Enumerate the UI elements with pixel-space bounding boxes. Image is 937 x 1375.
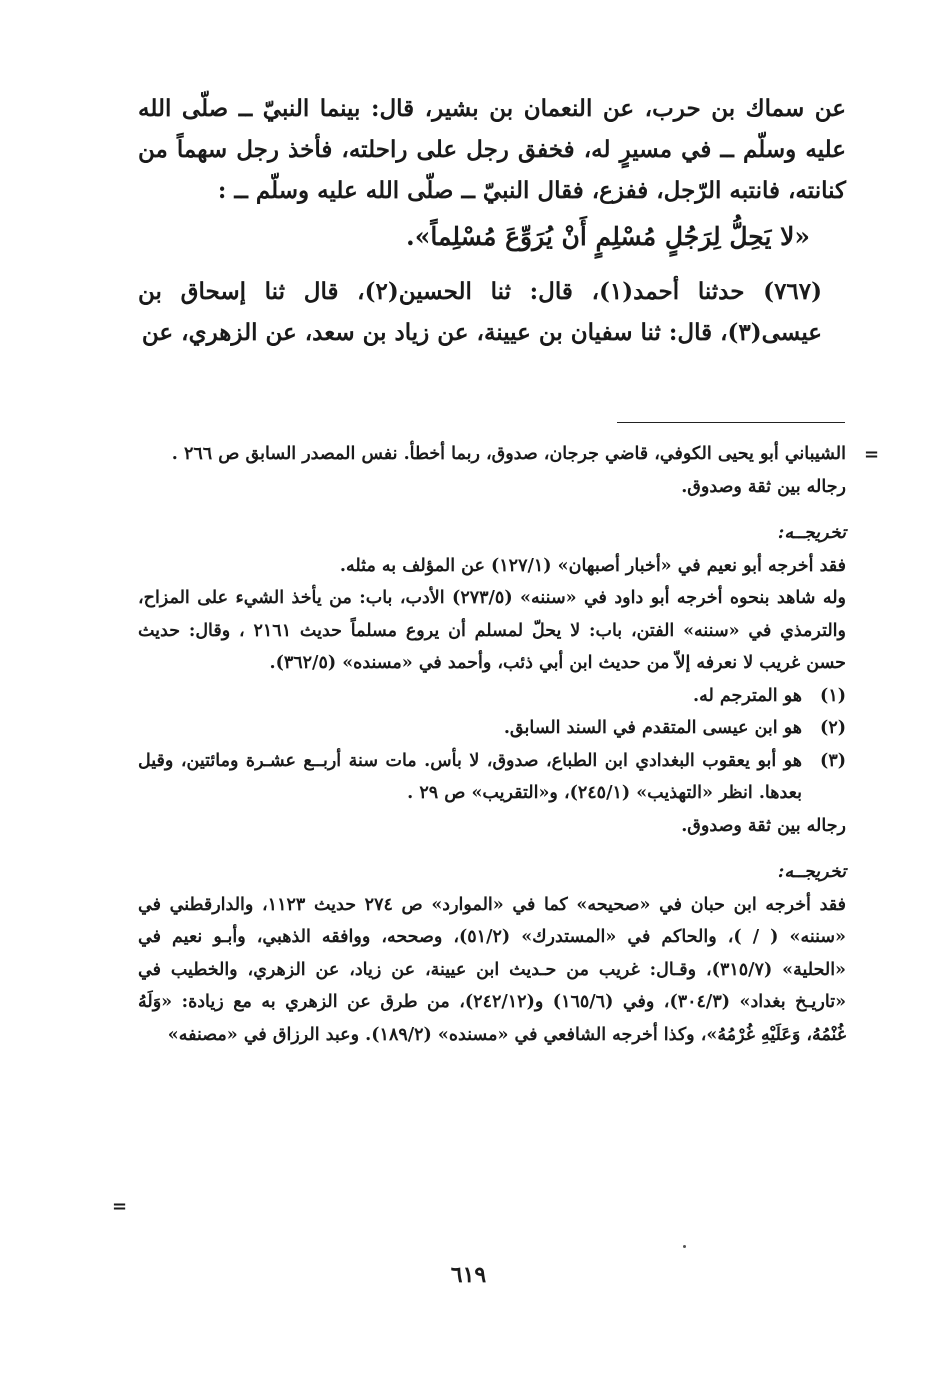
footnote-text: هو المترجم له. (693, 685, 802, 706)
takhrij-1-line-2: وله شاهد بنحوه أخرجه أبو داود في «سننه» (٢٧٣/٥) الأدب، باب: من يأخذ الشيء على المزاح، والترمذي في «سننه» الفتن، باب: لا يحلّ لمسلم أن يروع مسلماً حديث ٢١٦١ ، وقال: حديث حسن غريب لا نعرفه إلاّ من حديث ابن أبي ذئب، وأحمد في «مسنده» (٣٦٢/٥). (138, 588, 846, 673)
page-number: ٦١٩ (450, 1262, 487, 1288)
hadith-paragraph: عن سماك بن حرب، عن النعمان بن بشير، قال: بينما النبيّ ــ صلّى الله عليه وسلّم ــ في مسيرٍ له، فخفق رجل على راحلته، فأخذ رجل سهماً من كنانته، فانتبه الرّجل، ففزع، فقال النبيّ ــ صلّى الله عليه وسلّم ــ : (138, 95, 846, 204)
hadith-quote: «لا يَحِلُّ لِرَجُلٍ مُسْلِمٍ أَنْ يُرَوِّعَ مُسْلِماً». (406, 222, 810, 251)
takhrij-2: فقد أخرجه ابن حبان في «صحيحه» كما في «الموارد» ص ٢٧٤ حديث ١١٢٣، والدارقطني في «سننه» ( / )، والحاكم في «المستدرك» (٥١/٢)، وصححه، ووافقه الذهبي، وأبـو نعيم في «الحلية» (٣١٥/٧)، وقـال: غريب من حـديث ابن عيينة، عن زياد، عن الزهري، والخطيب في «تاريـخ بغداد» (٣٠٤/٣)، وفي (١٦٥/٦) و(٢٤٢/١٢)، من طرق عن الزهري به مع زيادة: «وَلَهُ غُنْمُهُ، وَعَلَيْهِ غُرْمُهُ»، وكذا أخرجه الشافعي في «مسنده» (١٨٩/٢). وعبد الرزاق في «مصنفه» (138, 894, 847, 1045)
continuation-mark-bottom: = (112, 1196, 128, 1217)
scan-speck (683, 1245, 686, 1248)
footnote-carryover: الشيباني أبو يحيى الكوفي، قاضي جرجان، صدوق، ربما أخطأ. نفس المصدر السابق ص ٢٦٦ . (171, 444, 846, 464)
footnote-text: هو ابن عيسى المتقدم في السند السابق. (503, 718, 802, 738)
takhrij-heading-1: تخريجــه: (777, 523, 846, 543)
isnad-paragraph: (٧٦٧) حدثنا أحمد(١)، قال: ثنا الحسين(٢)، قال ثنا إسحاق بن عيسى(٣)، قال: ثنا سفيان بن عيينة، عن زياد بن سعد، عن الزهري، عن (138, 278, 823, 346)
takhrij-1-line-1: فقد أخرجه أبو نعيم في «أخبار أصبهان» (١٢٧/١) عن المؤلف به مثله. (339, 555, 846, 576)
footnote-text: هو أبو يعقوب البغدادي ابن الطباع، صدوق، لا بأس. مات سنة أربــع عشـرة ومائتين، وقيل بعدها. انظر «التهذيب» (٢٤٥/١)، و«التقريب» ص ٢٩ . (138, 750, 802, 803)
rijal-note-1: رجاله بين ثقة وصدوق. (681, 476, 846, 497)
footnote-number: (٣) (820, 750, 846, 771)
footnote-number: (٢) (820, 718, 846, 738)
footnote-number: (١) (820, 685, 846, 706)
footnote-separator (617, 422, 845, 423)
footnotes (138, 438, 846, 1051)
takhrij-heading-2: تخريجــه: (777, 862, 846, 882)
footnote-1 (138, 680, 846, 713)
main-text (138, 88, 846, 353)
footnote-2 (138, 712, 846, 745)
continuation-mark-top: = (864, 444, 880, 465)
rijal-note-2: رجاله بين ثقة وصدوق. (681, 815, 846, 836)
footnote-3 (138, 745, 846, 810)
